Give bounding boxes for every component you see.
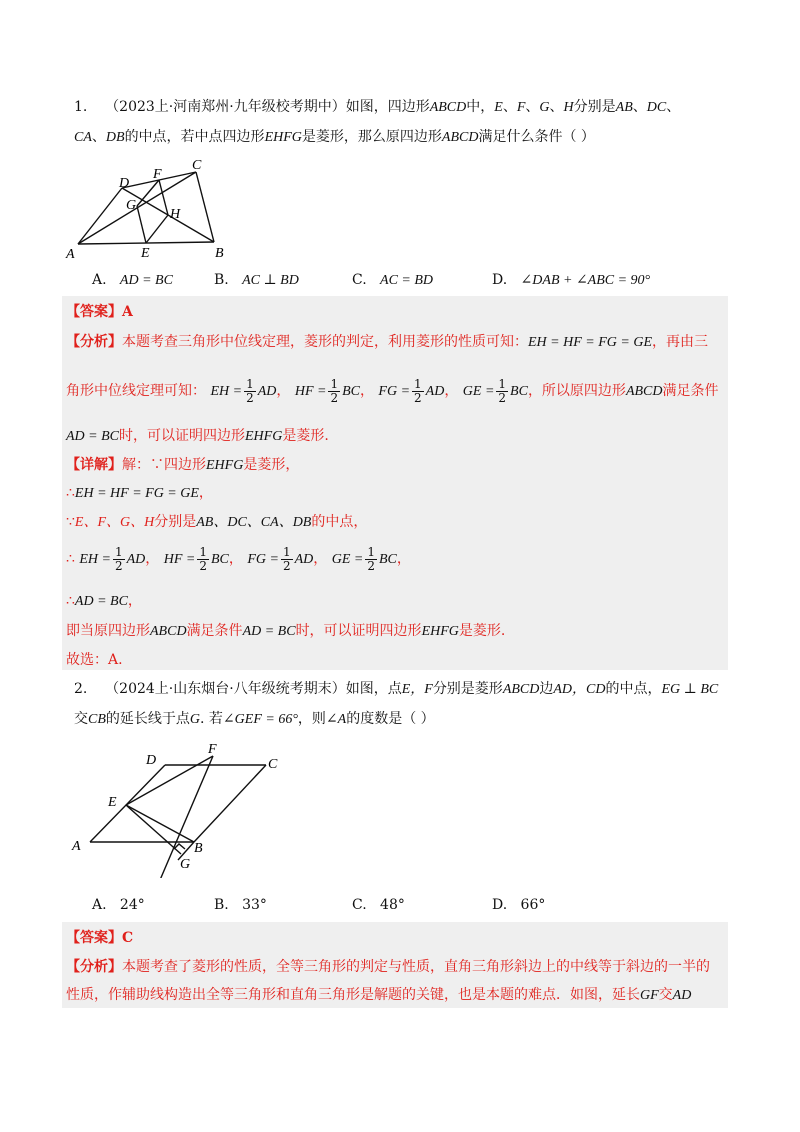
therefore-symbol: ∴ bbox=[66, 485, 75, 501]
q1-text: 中， bbox=[466, 99, 495, 115]
fraction-half bbox=[197, 546, 209, 573]
ehfg-label: EHFG bbox=[206, 458, 244, 473]
analysis-text: 性质，作辅助线构造出全等三角形和直角三角形是解题的关键，也是本题的难点．如图，延长 bbox=[66, 987, 640, 1003]
ehfg-label: EHFG bbox=[421, 624, 459, 639]
q2-source: （2024上·山东烟台·八年级统考期末） bbox=[105, 681, 346, 697]
analysis-text: 角形中位线定理可知： bbox=[66, 383, 206, 399]
q1-option-c[interactable] bbox=[352, 272, 433, 289]
ad-label: AD bbox=[294, 552, 314, 567]
q2-analysis-line2 bbox=[66, 985, 691, 1006]
q1-option-b[interactable] bbox=[214, 272, 299, 289]
q1-f: F bbox=[516, 100, 526, 115]
option-expr: AC = BD bbox=[380, 273, 434, 288]
option-letter: A. bbox=[92, 897, 107, 913]
option-letter: D. bbox=[492, 897, 508, 913]
q2-label-g: G bbox=[180, 857, 191, 872]
q1-label-b: B bbox=[215, 246, 224, 261]
q1-detail-line5: ∴AD = BC， bbox=[66, 593, 142, 609]
q2-label-a: A bbox=[72, 839, 81, 854]
option-expr: AC ⊥ BD bbox=[242, 273, 299, 288]
q1-sep: 、 bbox=[525, 99, 540, 115]
fraction-half bbox=[244, 378, 256, 405]
because-symbol: ∵ bbox=[66, 514, 75, 530]
q2-label-e: E bbox=[108, 795, 117, 810]
frac-den: 2 bbox=[367, 558, 375, 573]
q2-label-b: B bbox=[194, 841, 203, 856]
q1-sep: 、 bbox=[632, 99, 647, 115]
q1-label-d: D bbox=[119, 176, 130, 191]
q1-h: H bbox=[563, 100, 574, 115]
q1-e: E bbox=[494, 100, 503, 115]
q1-stem-line1 bbox=[74, 97, 680, 118]
detail-text: 是菱形， bbox=[243, 457, 300, 473]
abcd-label: ABCD bbox=[625, 384, 663, 399]
q2-stem-line1 bbox=[74, 679, 718, 700]
answer-value: C bbox=[122, 930, 134, 946]
q1-sep: 、 bbox=[91, 129, 106, 145]
ad-label: AD bbox=[257, 384, 277, 399]
frac-num: 1 bbox=[414, 376, 422, 391]
therefore-symbol: ∴ bbox=[66, 551, 75, 567]
ge-label: GE = bbox=[331, 552, 364, 567]
analysis-text: 本题考查三角形中位线定理，菱形的判定，利用菱形的性质可知： bbox=[122, 334, 528, 350]
analysis-tag: 【分析】 bbox=[66, 334, 122, 350]
q2-figure bbox=[68, 738, 298, 878]
q2-label-c: C bbox=[268, 757, 278, 772]
analysis-text: ，再由三 bbox=[652, 334, 708, 350]
q1-answer bbox=[66, 302, 133, 322]
q2-stem-line2 bbox=[74, 709, 435, 730]
analysis-text: 交 bbox=[658, 987, 673, 1003]
bc-label: BC bbox=[211, 552, 229, 567]
bc-label: BC bbox=[378, 552, 397, 567]
q2-text: ，则 bbox=[297, 711, 326, 727]
frac-den: 2 bbox=[330, 390, 339, 405]
q1-sep: 、 bbox=[666, 99, 681, 115]
detail-text: 即当原四边形 bbox=[66, 623, 150, 639]
detail-points: E、F、G、H bbox=[74, 515, 155, 530]
detail-eq: AD = BC bbox=[242, 624, 296, 639]
q1-ab: AB bbox=[615, 100, 633, 115]
q1-label-h: H bbox=[170, 207, 181, 222]
q1-db: DB bbox=[105, 130, 125, 145]
option-letter: A. bbox=[92, 272, 107, 288]
analysis-eq: EH = HF = FG = GE bbox=[528, 335, 652, 350]
analysis-text: 本题考查了菱形的性质，全等三角形的判定与性质，直角三角形斜边上的中线等于斜边的一半的 bbox=[122, 959, 710, 975]
q1-number: 1. bbox=[74, 99, 88, 115]
hf-label: HF = bbox=[294, 384, 327, 399]
frac-den: 2 bbox=[114, 558, 123, 573]
q2-angle-a: ∠A bbox=[325, 712, 347, 727]
frac-den: 2 bbox=[498, 390, 507, 405]
option-letter: C. bbox=[352, 272, 367, 288]
q1-g: G bbox=[539, 100, 550, 115]
q2-cb: CB bbox=[88, 712, 106, 727]
q2-option-b[interactable] bbox=[214, 897, 267, 913]
q2-option-a[interactable] bbox=[92, 897, 145, 913]
detail-eq: EH = HF = FG = GE bbox=[74, 486, 199, 501]
q2-text: 分别是菱形 bbox=[432, 681, 503, 697]
answer-tag: 【答案】 bbox=[66, 930, 122, 946]
q1-figure bbox=[64, 156, 234, 264]
q1-ca: CA bbox=[74, 130, 92, 145]
analysis-text: 满足条件 bbox=[662, 383, 719, 399]
q1-stem-line2 bbox=[74, 127, 595, 148]
q1-detail-line4: ∴ EH = $\frac{1}{2}$ AD， HF = $\frac{1}{2}$ BC， FG = $\frac{1}{2}$ AD， GE = $\frac{1}{2}$ BC， bbox=[66, 544, 411, 573]
q1-source: （2023上·河南郑州·九年级校考期中） bbox=[105, 99, 346, 115]
q2-analysis-line1 bbox=[66, 957, 710, 977]
frac-den: 2 bbox=[199, 558, 207, 573]
q2-text: 的中点， bbox=[605, 681, 662, 697]
analysis-text: ，所以原四边形 bbox=[527, 383, 626, 399]
bc-label: BC bbox=[342, 384, 360, 399]
ad-label: AD bbox=[425, 384, 445, 399]
q2-label-f: F bbox=[208, 742, 217, 757]
analysis-tag: 【分析】 bbox=[66, 959, 122, 975]
q1-seg-he bbox=[146, 215, 168, 243]
q1-option-d[interactable] bbox=[492, 272, 650, 289]
frac-den: 2 bbox=[246, 390, 254, 405]
option-expr: 48° bbox=[380, 897, 405, 913]
q1-seg-eg bbox=[137, 206, 146, 243]
frac-num: 1 bbox=[498, 376, 507, 391]
q2-text: 的延长线于点 bbox=[105, 711, 190, 727]
ad-label: AD bbox=[126, 552, 146, 567]
q2-abcd: ABCD bbox=[502, 682, 540, 697]
frac-num: 1 bbox=[199, 544, 207, 559]
q2-text: . 若 bbox=[200, 711, 223, 727]
q2-adcd: AD，CD bbox=[553, 682, 606, 697]
fraction-half bbox=[412, 378, 424, 405]
abcd-label: ABCD bbox=[150, 624, 187, 639]
detail-text: 的中点， bbox=[311, 514, 368, 530]
frac-den: 2 bbox=[282, 558, 291, 573]
q1-text: 满足什么条件（ ） bbox=[478, 129, 595, 145]
option-letter: C. bbox=[352, 897, 367, 913]
q2-text: 如图，点 bbox=[345, 681, 402, 697]
detail-text: 满足条件 bbox=[186, 623, 243, 639]
ehfg-label: EHFG bbox=[245, 429, 283, 444]
q1-analysis-line1 bbox=[66, 332, 708, 353]
q2-text: 边 bbox=[539, 681, 554, 697]
q1-analysis-line2: 角形中位线定理可知： EH = $\frac{1}{2}$ AD， HF = $\frac{1}{2}$ BC， FG = $\frac{1}{2}$ AD， GE = $\frac{1}{2}$ BC，所以原四边形ABCD满足条件 bbox=[66, 376, 719, 405]
q2-ef: E，F bbox=[401, 682, 433, 697]
fraction-half bbox=[113, 546, 125, 573]
q1-edge-cb bbox=[196, 172, 214, 242]
fraction-half bbox=[281, 546, 293, 573]
fg-label: FG = bbox=[247, 552, 279, 567]
q1-detail-line6 bbox=[66, 621, 505, 642]
detail-tag: 【详解】 bbox=[66, 457, 122, 473]
eh-label: EH = bbox=[79, 552, 111, 567]
q1-edge-ad bbox=[78, 188, 122, 244]
q1-detail-line2: ∴EH = HF = FG = GE， bbox=[66, 485, 213, 501]
q2-answer bbox=[66, 928, 133, 948]
q1-text: 如图，四边形 bbox=[345, 99, 430, 115]
option-letter: D. bbox=[492, 272, 508, 288]
choose-text: 故选：A. bbox=[66, 652, 123, 668]
q1-label-g: G bbox=[126, 198, 137, 213]
q1-label-f: F bbox=[153, 167, 162, 182]
q2-g: G bbox=[189, 712, 201, 727]
q1-sep: 、 bbox=[549, 99, 564, 115]
frac-num: 1 bbox=[282, 544, 291, 559]
eh-label: EH = bbox=[210, 384, 243, 399]
option-expr: 24° bbox=[119, 897, 145, 913]
ge-label: GE = bbox=[462, 384, 495, 399]
detail-text: 解：∵四边形 bbox=[122, 457, 206, 473]
bc-label: BC bbox=[510, 384, 528, 399]
option-expr: AD = BC bbox=[119, 273, 173, 288]
q1-label-e: E bbox=[141, 246, 150, 261]
q2-option-d[interactable] bbox=[492, 897, 545, 913]
frac-num: 1 bbox=[114, 544, 123, 559]
q2-text: 交 bbox=[74, 711, 88, 727]
frac-den: 2 bbox=[414, 390, 422, 405]
q2-option-c[interactable] bbox=[352, 897, 405, 913]
analysis-text: 时，可以证明四边形 bbox=[119, 428, 245, 444]
therefore-symbol: ∴ bbox=[66, 593, 75, 609]
q1-ehfg: EHFG bbox=[264, 130, 302, 145]
q2-seg-eg bbox=[126, 805, 181, 854]
option-expr: 66° bbox=[520, 897, 546, 913]
q1-abcd: ABCD bbox=[441, 130, 479, 145]
q1-detail-line1 bbox=[66, 455, 299, 476]
fg-label: FG = bbox=[378, 384, 411, 399]
option-letter: B. bbox=[214, 272, 229, 288]
frac-num: 1 bbox=[367, 544, 375, 559]
fraction-half bbox=[328, 378, 340, 405]
answer-value: A bbox=[122, 304, 133, 320]
q2-seg-ef bbox=[126, 756, 213, 805]
detail-text: 时，可以证明四边形 bbox=[295, 623, 422, 639]
q1-abcd: ABCD bbox=[429, 100, 467, 115]
option-letter: B. bbox=[214, 897, 229, 913]
option-expr: 33° bbox=[242, 897, 267, 913]
q1-label-c: C bbox=[192, 158, 202, 173]
q2-eg-bc: EG ⊥ BC bbox=[661, 682, 719, 697]
frac-num: 1 bbox=[246, 376, 254, 391]
q1-text: 是菱形，那么原四边形 bbox=[301, 129, 442, 145]
q2-number: 2. bbox=[74, 681, 88, 697]
detail-eq: AD = BC bbox=[74, 594, 128, 609]
frac-num: 1 bbox=[330, 376, 339, 391]
q2-text: 的度数是（ ） bbox=[346, 711, 435, 727]
q1-analysis-line3 bbox=[66, 426, 329, 447]
detail-segments: AB、DC、CA、DB bbox=[196, 515, 312, 530]
q1-choose bbox=[66, 650, 123, 670]
q2-label-d: D bbox=[146, 753, 157, 768]
analysis-text: 是菱形. bbox=[282, 428, 329, 444]
hf-label: HF = bbox=[163, 552, 196, 567]
answer-tag: 【答案】 bbox=[66, 304, 122, 320]
q1-sep: 、 bbox=[502, 99, 517, 115]
option-expr: ∠DAB + ∠ABC = 90° bbox=[520, 273, 651, 288]
q1-text: 分别是 bbox=[573, 99, 616, 115]
fraction-half bbox=[365, 546, 377, 573]
detail-text: 分别是 bbox=[154, 514, 197, 530]
q1-detail-line3 bbox=[66, 512, 367, 533]
fraction-half bbox=[496, 378, 508, 405]
ad-label: AD bbox=[672, 988, 692, 1003]
q1-text: 的中点，若中点四边形 bbox=[124, 129, 265, 145]
gf-label: GF bbox=[640, 988, 659, 1003]
detail-text: 是菱形. bbox=[458, 623, 506, 639]
q2-angle: ∠GEF = 66° bbox=[222, 712, 298, 727]
q1-label-a: A bbox=[66, 247, 75, 262]
ad-bc-eq: AD = BC bbox=[66, 429, 119, 444]
q1-option-a[interactable] bbox=[92, 272, 173, 289]
q1-dc: DC bbox=[646, 100, 667, 115]
